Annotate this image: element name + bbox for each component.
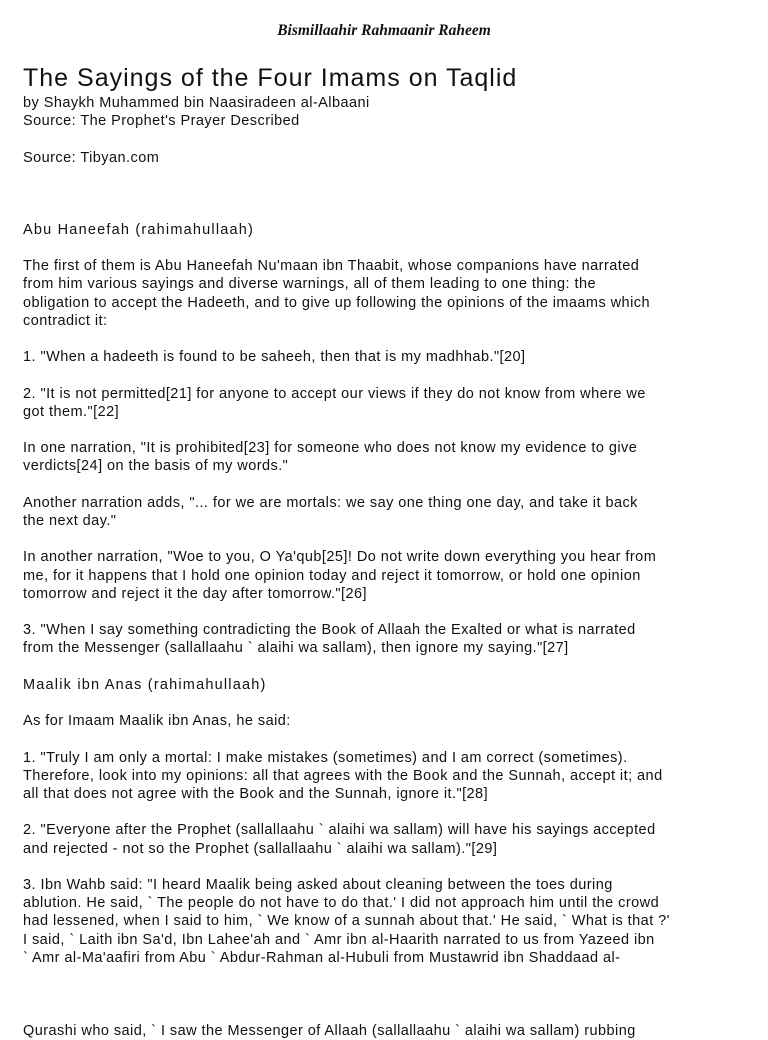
text-line: ` Amr al-Ma'aafiri from Abu ` Abdur-Rahman al-Hubuli from Mustawrid ibn Shaddaad al- (23, 949, 621, 966)
document-body (23, 62, 753, 1040)
page-header: Bismillaahir Rahmaanir Raheem (277, 22, 491, 39)
text-line: all that does not agree with the Book and the Sunnah, ignore it."[28] (23, 785, 489, 802)
byline: by Shaykh Muhammed bin Naasiradeen al-Albaani (23, 95, 370, 111)
text-line: verdicts[24] on the basis of my words." (23, 458, 289, 475)
text-line: got them."[22] (23, 403, 120, 420)
text-line: had lessened, when I said to him, ` We know of a sunnah about that.' He said, ` What is that ?' (23, 913, 670, 930)
text-line: Another narration adds, "... for we are mortals: we say one thing one day, and take it back (23, 494, 638, 511)
text-line: The first of them is Abu Haneefah Nu'maan ibn Thaabit, whose companions have narrated (23, 258, 640, 275)
text-line: 1. "Truly I am only a mortal: I make mistakes (sometimes) and I am correct (sometimes). (23, 749, 628, 766)
source-line: Source: Tibyan.com (23, 149, 160, 166)
text-line: obligation to accept the Hadeeth, and to give up following the opinions of the imaams which (23, 294, 650, 311)
paragraph (23, 439, 753, 475)
source-line: Source: The Prophet's Prayer Described (23, 113, 300, 130)
paragraph (23, 494, 753, 530)
text-line: 3. Ibn Wahb said: "I heard Maalik being asked about cleaning between the toes during (23, 876, 613, 893)
section-body (23, 257, 753, 657)
text-line: the next day." (23, 512, 117, 529)
text-line: contradict it: (23, 312, 108, 329)
paragraph (23, 749, 753, 804)
paragraph (23, 621, 753, 657)
text-line: In another narration, "Woe to you, O Ya'qub[25]! Do not write down everything you hear from (23, 549, 657, 566)
text-line: from the Messenger (sallallaahu ` alaihi wa sallam), then ignore my saying."[27] (23, 640, 569, 657)
text-line: 2. "It is not permitted[21] for anyone to accept our views if they do not know from where we (23, 385, 646, 402)
section-body (23, 712, 753, 967)
paragraph (23, 712, 753, 730)
text-line: I said, ` Laith ibn Sa'd, Ibn Lahee'ah and ` Amr ibn al-Haarith narrated to us from Yazeed ibn (23, 931, 655, 948)
document-title: The Sayings of the Four Imams on Taqlid (23, 64, 518, 92)
text-line: 1. "When a hadeeth is found to be saheeh, then that is my madhhab."[20] (23, 349, 526, 366)
text-line: from him various sayings and diverse warnings, all of them leading to one thing: the (23, 276, 596, 293)
paragraph (23, 876, 753, 967)
section-heading: Abu Haneefah (rahimahullaah) (23, 221, 255, 238)
text-line: tomorrow and reject it the day after tomorrow."[26] (23, 585, 368, 602)
paragraph (23, 548, 753, 603)
text-line: 3. "When I say something contradicting the Book of Allaah the Exalted or what is narrated (23, 622, 636, 639)
paragraph (23, 821, 753, 857)
text-line: ablution. He said, ` The people do not have to do that.' I did not approach him until the crowd (23, 895, 660, 912)
paragraph (23, 385, 753, 421)
text-line: As for Imaam Maalik ibn Anas, he said: (23, 713, 291, 730)
text-line: and rejected - not so the Prophet (sallallaahu ` alaihi wa sallam)."[29] (23, 840, 498, 857)
text-line: me, for it happens that I hold one opinion today and reject it tomorrow, or hold one opinion (23, 567, 641, 584)
section-heading: Maalik ibn Anas (rahimahullaah) (23, 676, 267, 693)
continuation-line: Qurashi who said, ` I saw the Messenger of Allaah (sallallaahu ` alaihi wa sallam) rubbing (23, 1022, 636, 1039)
paragraph (23, 257, 753, 330)
paragraph (23, 348, 753, 366)
text-line: 2. "Everyone after the Prophet (sallallaahu ` alaihi wa sallam) will have his sayings accepted (23, 822, 656, 839)
text-line: Therefore, look into my opinions: all that agrees with the Book and the Sunnah, accept it; and (23, 767, 663, 784)
text-line: In one narration, "It is prohibited[23] for someone who does not know my evidence to give (23, 440, 638, 457)
